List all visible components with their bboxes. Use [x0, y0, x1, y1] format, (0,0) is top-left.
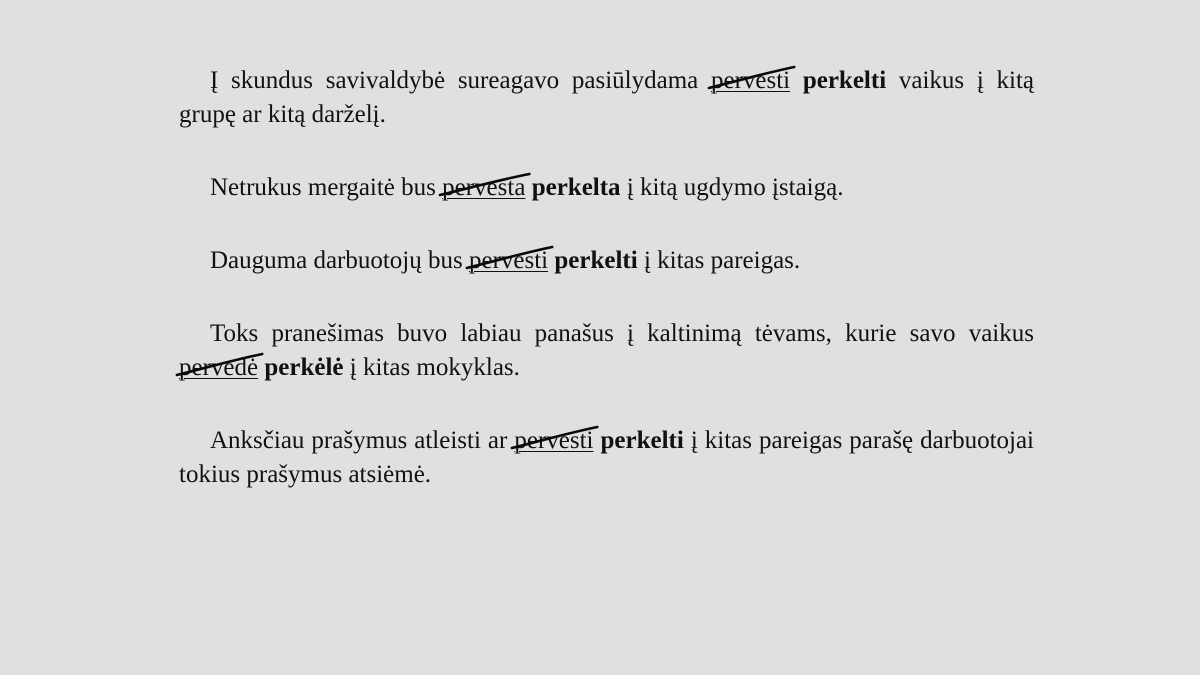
struck-word — [442, 174, 525, 201]
corrected-word: perkėlė — [264, 354, 344, 381]
paragraph-text-before: Netrukus mergaitė bus — [210, 174, 443, 201]
struck-word-text: pervesta — [442, 174, 526, 201]
struck-word — [179, 354, 258, 381]
corrected-word: perkelti — [554, 247, 638, 274]
paragraph-text-before: Toks pranešimas buvo labiau panašus į kaltinimą tėvams, kurie savo vaikus — [210, 320, 1034, 347]
paragraph-1 — [179, 64, 1034, 132]
struck-word-text: pervesti — [468, 247, 549, 274]
paragraph-text-before: Anksčiau prašymus atleisti ar — [210, 427, 515, 454]
struck-word-text: pervesti — [514, 427, 594, 454]
paragraph-text-after: į kitą ugdymo įstaigą. — [620, 174, 844, 201]
paragraph-text-before: Dauguma darbuotojų bus — [210, 247, 469, 274]
struck-word — [711, 67, 790, 94]
paragraph-3 — [179, 244, 1034, 278]
paragraph-text-after: vaikus į kitą grupę ar kitą darželį. — [179, 67, 1035, 128]
paragraph-2 — [179, 171, 1034, 205]
paragraph-text-after: į kitas mokyklas. — [343, 354, 520, 381]
struck-word-text: pervedė — [179, 354, 259, 381]
corrected-word: perkelta — [531, 174, 621, 201]
corrected-word: perkelti — [802, 67, 887, 94]
struck-word — [469, 247, 548, 274]
corrected-word: perkelti — [600, 427, 684, 454]
paragraph-4 — [179, 317, 1034, 385]
paragraph-5 — [179, 424, 1034, 492]
paragraph-text-after: į kitas pareigas. — [637, 247, 801, 274]
struck-word-text: pervesti — [710, 67, 791, 94]
struck-word — [514, 427, 593, 454]
paragraph-text-after: į kitas pareigas parašę darbuotojai tokius prašymus atsiėmė. — [179, 427, 1035, 488]
document-page — [179, 64, 1034, 531]
paragraph-text-before: Į skundus savivaldybė sureagavo pasiūlydama — [210, 67, 711, 94]
